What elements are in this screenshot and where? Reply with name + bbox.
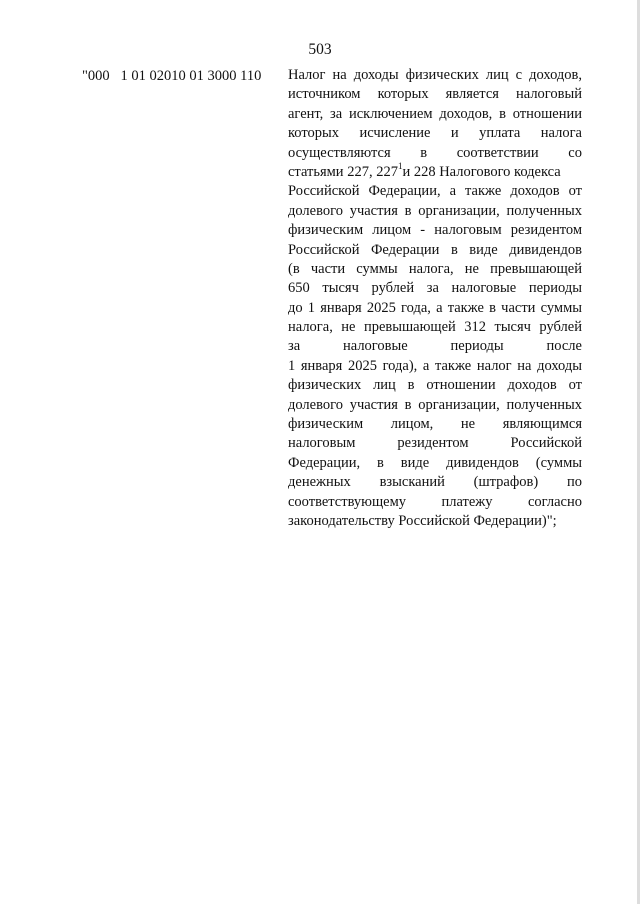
text-fragment: и 228 Налогового кодекса [402, 163, 561, 180]
paragraph-line [288, 182, 582, 201]
word: (штрафов) [473, 474, 539, 491]
paragraph-line [288, 318, 582, 337]
word: денежных [288, 474, 351, 491]
word: уплата [479, 125, 521, 142]
word: налоговые [343, 338, 408, 355]
word: налога [540, 125, 582, 142]
text-fragment: долевого участия в организации, полученных [288, 202, 582, 219]
text-fragment: статьями 227, 227 [288, 163, 398, 180]
superscript: 1 [397, 161, 403, 172]
text-fragment: Российской Федерации в виде дивидендов [288, 241, 582, 258]
text-fragment: Российской Федерации, а также доходов от [288, 183, 582, 200]
text-fragment: долевого участия в организации, полученных [288, 396, 582, 413]
word: резидентом [397, 435, 469, 452]
paragraph-line [288, 66, 582, 85]
paragraph-line [288, 337, 582, 356]
text-fragment: 650 тысяч рублей за налоговые периоды [288, 280, 582, 297]
paragraph-line [288, 473, 582, 492]
paragraph-line [288, 299, 582, 318]
paragraph-line [288, 260, 582, 279]
word: является [445, 86, 499, 103]
paragraph-line [288, 163, 582, 182]
paragraph-line [288, 376, 582, 395]
page-number: 503 [308, 41, 332, 58]
text-fragment: агент, за исключением доходов, в отношении [288, 105, 582, 122]
word: согласно [527, 493, 582, 510]
text-fragment: Федерации, в виде дивидендов (суммы [288, 454, 582, 471]
word: платежу [441, 493, 493, 510]
word: не [460, 416, 476, 433]
text-fragment: физическим лицом - налоговым резидентом [288, 222, 582, 239]
word: и [450, 125, 459, 142]
text-fragment: 1 января 2025 года), а также налог на доходы [288, 357, 582, 374]
code-description-paragraph [288, 66, 582, 531]
text-fragment: (в части суммы налога, не превышающей [288, 260, 582, 277]
word: соответствии [456, 144, 539, 161]
word: налоговым [288, 435, 356, 452]
paragraph-line [288, 124, 582, 143]
paragraph-line [288, 415, 582, 434]
word: за [288, 338, 301, 355]
text-fragment: физических лиц в отношении доходов от [288, 377, 582, 394]
text-fragment: Налог на доходы физических лиц с доходов, [288, 67, 582, 83]
word: по [566, 474, 582, 491]
paragraph-line [288, 493, 582, 512]
text-fragment: законодательству Российской Федерации)"; [288, 512, 557, 529]
budget-classification-code: "000 1 01 02010 01 3000 110 [82, 68, 262, 84]
paragraph-line [288, 221, 582, 240]
word: источником [288, 86, 361, 103]
paragraph-line [288, 434, 582, 453]
paragraph-line [288, 241, 582, 260]
paragraph-line [288, 454, 582, 473]
word: которых [288, 125, 340, 142]
word: соответствующему [288, 493, 407, 510]
paragraph-line [288, 357, 582, 376]
word: периоды [450, 338, 504, 355]
paragraph-line [288, 85, 582, 104]
word: физическим [288, 416, 364, 433]
paragraph-line [288, 512, 582, 531]
word: которых [377, 86, 429, 103]
paragraph-line [288, 396, 582, 415]
word: взысканий [379, 474, 445, 491]
word: налоговый [516, 86, 582, 103]
text-fragment: налога, не превышающей 312 тысяч рублей [288, 319, 582, 336]
word: со [568, 144, 582, 161]
word: Российской [510, 435, 582, 452]
word: исчисление [359, 125, 431, 142]
paragraph-line [288, 202, 582, 221]
word: осуществляются [288, 144, 391, 161]
word: лицом, [390, 416, 434, 433]
word: после [546, 338, 582, 355]
word: в [420, 144, 428, 161]
paragraph-line [288, 105, 582, 124]
paragraph-line [288, 144, 582, 163]
paragraph-line [288, 279, 582, 298]
text-fragment: до 1 января 2025 года, а также в части суммы [288, 299, 582, 316]
word: являющимся [502, 416, 582, 433]
